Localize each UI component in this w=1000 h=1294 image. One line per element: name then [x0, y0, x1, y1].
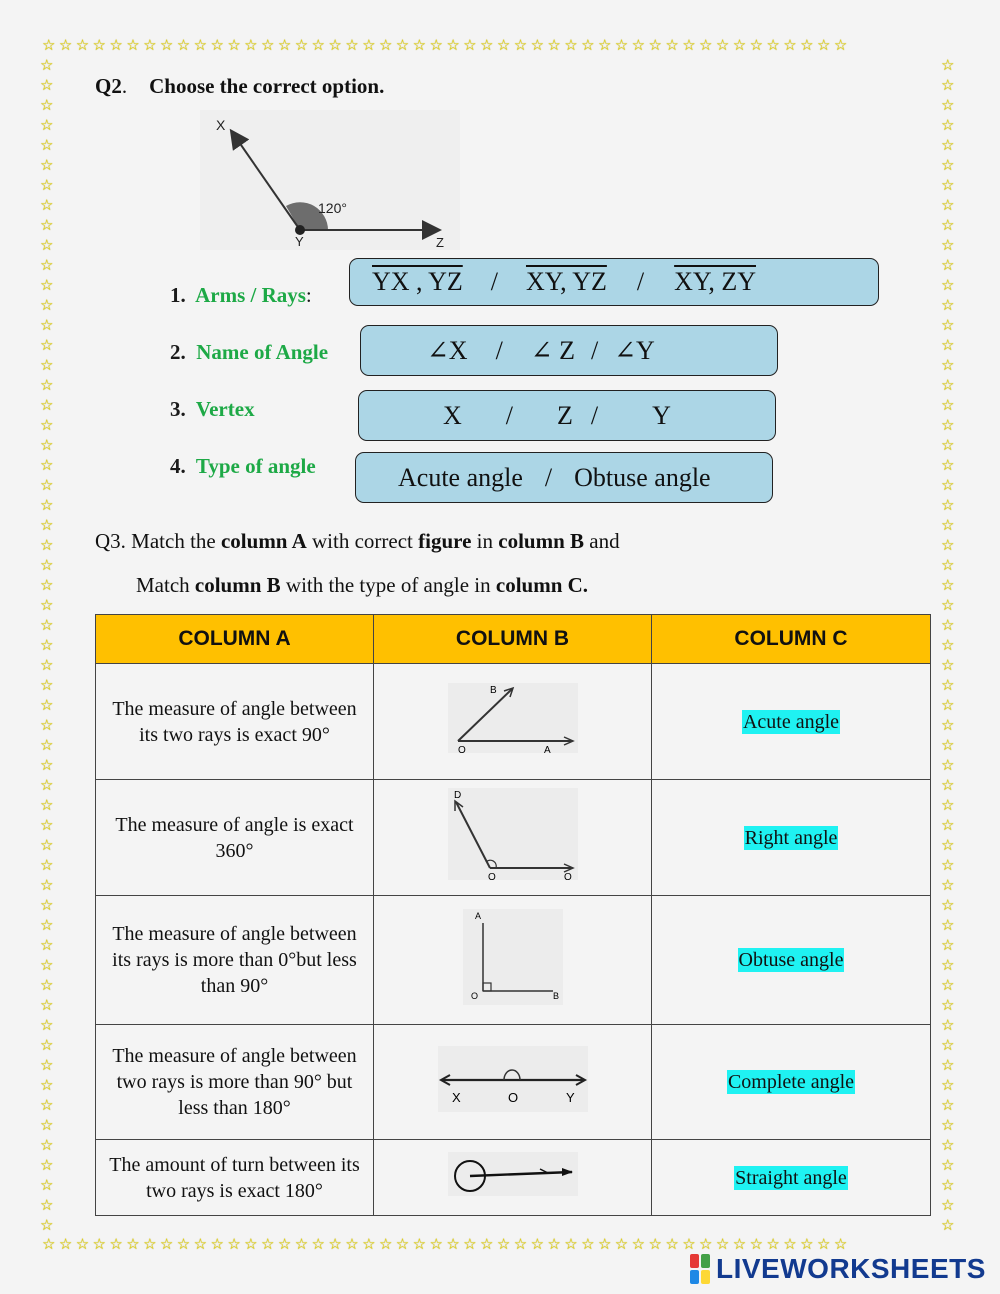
- fig1-ray-ob: [458, 689, 512, 741]
- star-border-bottom: ☆☆☆☆☆☆☆☆☆☆☆☆☆☆☆☆☆☆☆☆☆☆☆☆☆☆☆☆☆☆☆☆☆☆☆☆☆☆☆☆☆☆☆☆☆☆☆☆: [42, 1237, 851, 1253]
- star-border-left: ☆ ☆ ☆ ☆ ☆ ☆ ☆ ☆ ☆ ☆ ☆ ☆ ☆ ☆ ☆ ☆ ☆ ☆ ☆ ☆ ☆ ☆ ☆ ☆ ☆ ☆ ☆ ☆ ☆ ☆ ☆ ☆ ☆ ☆ ☆ ☆ ☆ ☆ ☆ ☆ ☆ ☆ ☆ ☆ ☆ ☆ ☆ ☆ ☆ ☆ ☆ ☆ ☆ ☆ ☆ ☆ ☆ ☆ ☆: [40, 58, 54, 1234]
- vertex-option-3[interactable]: Y: [652, 400, 671, 430]
- column-a-cell[interactable]: The measure of angle between its rays is more than 0°but less than 90°: [96, 896, 374, 1025]
- fig1-label-o: O: [457, 745, 466, 753]
- fig4-label-y: Y: [565, 1089, 575, 1105]
- column-c-cell[interactable]: [652, 780, 931, 896]
- answer-straight-angle[interactable]: Straight angle: [735, 1166, 847, 1189]
- item-1-suffix: :: [305, 283, 312, 307]
- fig5-arrow: [562, 1168, 573, 1176]
- q3-l1-a: Q3. Match the: [95, 529, 221, 553]
- point-z-label: Z: [436, 235, 444, 250]
- q3-l1-c: with correct: [306, 529, 419, 553]
- item-1-label: [170, 283, 312, 308]
- item-1-number: 1.: [170, 283, 186, 307]
- table-row: [96, 1140, 931, 1216]
- header-column-a: COLUMN A: [96, 615, 374, 664]
- angle-name-sep-2: /: [590, 335, 599, 365]
- item-3-number: 3.: [170, 397, 186, 421]
- vertex-option-2[interactable]: Z: [557, 400, 573, 430]
- fig4-label-o: O: [507, 1089, 518, 1105]
- item-1-text: Arms / Rays: [195, 283, 306, 307]
- table-row: [96, 1025, 931, 1140]
- column-c-cell[interactable]: [652, 1025, 931, 1140]
- type-option-select[interactable]: [355, 452, 773, 503]
- vertex-sep-2: /: [590, 400, 599, 430]
- answer-obtuse-angle[interactable]: Obtuse angle: [738, 949, 844, 971]
- table-row: [96, 780, 931, 896]
- item-3-label: [170, 397, 255, 422]
- angle-xyz-svg: [200, 110, 460, 250]
- column-a-cell[interactable]: The measure of angle between two rays is more than 90° but less than 180°: [96, 1025, 374, 1140]
- column-a-cell[interactable]: The amount of turn between its two rays is exact 180°: [96, 1140, 374, 1216]
- item-4-number: 4.: [170, 454, 186, 478]
- liveworksheets-logo-icon: [690, 1254, 710, 1284]
- rays-sep-2: /: [636, 267, 645, 296]
- item-4-label: [170, 454, 316, 479]
- rays-option-2[interactable]: XY, YZ: [525, 267, 607, 296]
- vertex-sep-1: /: [505, 400, 514, 430]
- column-c-cell[interactable]: [652, 664, 931, 780]
- type-option-2[interactable]: Obtuse angle: [574, 462, 711, 492]
- angle-name-sep-1: /: [495, 335, 503, 365]
- table-row: [96, 664, 931, 780]
- q3-l1-b: column A: [220, 529, 307, 553]
- q3-l2-c: with the type of angle in: [280, 573, 496, 597]
- item-2-number: 2.: [170, 340, 186, 364]
- fig3-label-b: B: [552, 990, 559, 1001]
- q3-line-2: [136, 573, 588, 598]
- acute-angle-figure: [448, 683, 578, 753]
- obtuse-angle-figure: [448, 788, 578, 880]
- column-b-cell[interactable]: [374, 896, 652, 1025]
- q2-prompt: Choose the correct option.: [149, 74, 385, 98]
- right-angle-figure: [463, 909, 563, 1005]
- q3-l1-f: column B: [498, 529, 585, 553]
- table-row: [96, 896, 931, 1025]
- straight-angle-figure: [438, 1046, 588, 1112]
- q2-number: Q2: [95, 74, 122, 98]
- fig3-label-o: O: [470, 990, 478, 1001]
- star-border-right: ☆ ☆ ☆ ☆ ☆ ☆ ☆ ☆ ☆ ☆ ☆ ☆ ☆ ☆ ☆ ☆ ☆ ☆ ☆ ☆ ☆ ☆ ☆ ☆ ☆ ☆ ☆ ☆ ☆ ☆ ☆ ☆ ☆ ☆ ☆ ☆ ☆ ☆ ☆ ☆ ☆ ☆ ☆ ☆ ☆ ☆ ☆ ☆ ☆ ☆ ☆ ☆ ☆ ☆ ☆ ☆ ☆ ☆ ☆: [941, 58, 955, 1234]
- point-x-label: X: [216, 117, 226, 133]
- column-b-cell[interactable]: [374, 1025, 652, 1140]
- fig4-arc: [504, 1070, 520, 1080]
- angle-name-option-select[interactable]: [360, 325, 778, 376]
- fig2-ray-od: [456, 802, 490, 868]
- header-column-c: COLUMN C: [652, 615, 931, 664]
- answer-complete-angle[interactable]: Complete angle: [727, 1071, 855, 1093]
- angle-name-option-1[interactable]: ∠X: [427, 335, 468, 365]
- angle-xyz-figure: [200, 110, 460, 250]
- fig3-right-mark: [483, 983, 491, 991]
- q3-l2-a: Match: [136, 573, 195, 597]
- type-sep-1: /: [544, 462, 553, 492]
- star-border-top: ☆☆☆☆☆☆☆☆☆☆☆☆☆☆☆☆☆☆☆☆☆☆☆☆☆☆☆☆☆☆☆☆☆☆☆☆☆☆☆☆☆☆☆☆☆☆☆☆: [42, 38, 851, 54]
- q3-l1-g: and: [584, 529, 620, 553]
- item-3-text: Vertex: [195, 397, 255, 421]
- q3-l2-b: column B: [194, 573, 281, 597]
- column-b-cell[interactable]: [374, 1140, 652, 1216]
- table-header-row: [96, 615, 931, 664]
- fig2-label-q: Q: [563, 872, 572, 880]
- column-a-cell[interactable]: The measure of angle is exact 360°: [96, 780, 374, 896]
- q3-l2-d: column C.: [495, 573, 589, 597]
- answer-right-angle[interactable]: Right angle: [744, 826, 838, 849]
- column-c-cell[interactable]: [652, 896, 931, 1025]
- q3-l1-d: figure: [418, 529, 472, 553]
- answer-acute-angle[interactable]: Acute angle: [742, 710, 840, 733]
- item-2-text: Name of Angle: [196, 340, 329, 364]
- item-2-label: [170, 340, 328, 365]
- point-y-label: Y: [295, 234, 304, 249]
- q2-heading: Q2. Choose the correct option.: [95, 74, 385, 98]
- vertex-option-1[interactable]: X: [443, 400, 462, 430]
- rays-option-3[interactable]: XY, ZY: [674, 267, 756, 296]
- vertex-option-select[interactable]: [358, 390, 776, 441]
- rays-option-select[interactable]: [349, 258, 879, 306]
- column-c-cell[interactable]: [652, 1140, 931, 1216]
- q3-line-1: [95, 529, 620, 554]
- match-table: [95, 614, 931, 1216]
- rays-sep-1: /: [490, 267, 498, 296]
- fig3-label-a: A: [474, 910, 481, 921]
- angle-name-option-3[interactable]: ∠Y: [614, 335, 655, 365]
- fig1-label-a: A: [543, 745, 551, 753]
- liveworksheets-logo-text: LIVEWORKSHEETS: [716, 1253, 986, 1284]
- column-b-cell[interactable]: [374, 664, 652, 780]
- fig1-label-b: B: [489, 685, 497, 696]
- fig4-label-x: X: [451, 1089, 461, 1105]
- angle-label: 120°: [318, 200, 347, 216]
- angle-name-option-2[interactable]: ∠ Z: [530, 335, 575, 365]
- header-column-b: COLUMN B: [374, 615, 652, 664]
- q3-l1-e: in: [471, 529, 499, 553]
- type-option-1[interactable]: Acute angle: [398, 462, 523, 492]
- ray-yx: [232, 132, 300, 230]
- item-4-text: Type of angle: [195, 454, 316, 478]
- column-b-cell[interactable]: [374, 780, 652, 896]
- fig2-label-o: O: [487, 872, 496, 880]
- fig2-label-d: D: [453, 790, 461, 801]
- complete-angle-figure: [448, 1152, 578, 1196]
- liveworksheets-logo: [690, 1252, 986, 1286]
- column-a-cell[interactable]: The measure of angle between its two rays is exact 90°: [96, 664, 374, 780]
- rays-option-1[interactable]: YX , YZ: [372, 267, 463, 296]
